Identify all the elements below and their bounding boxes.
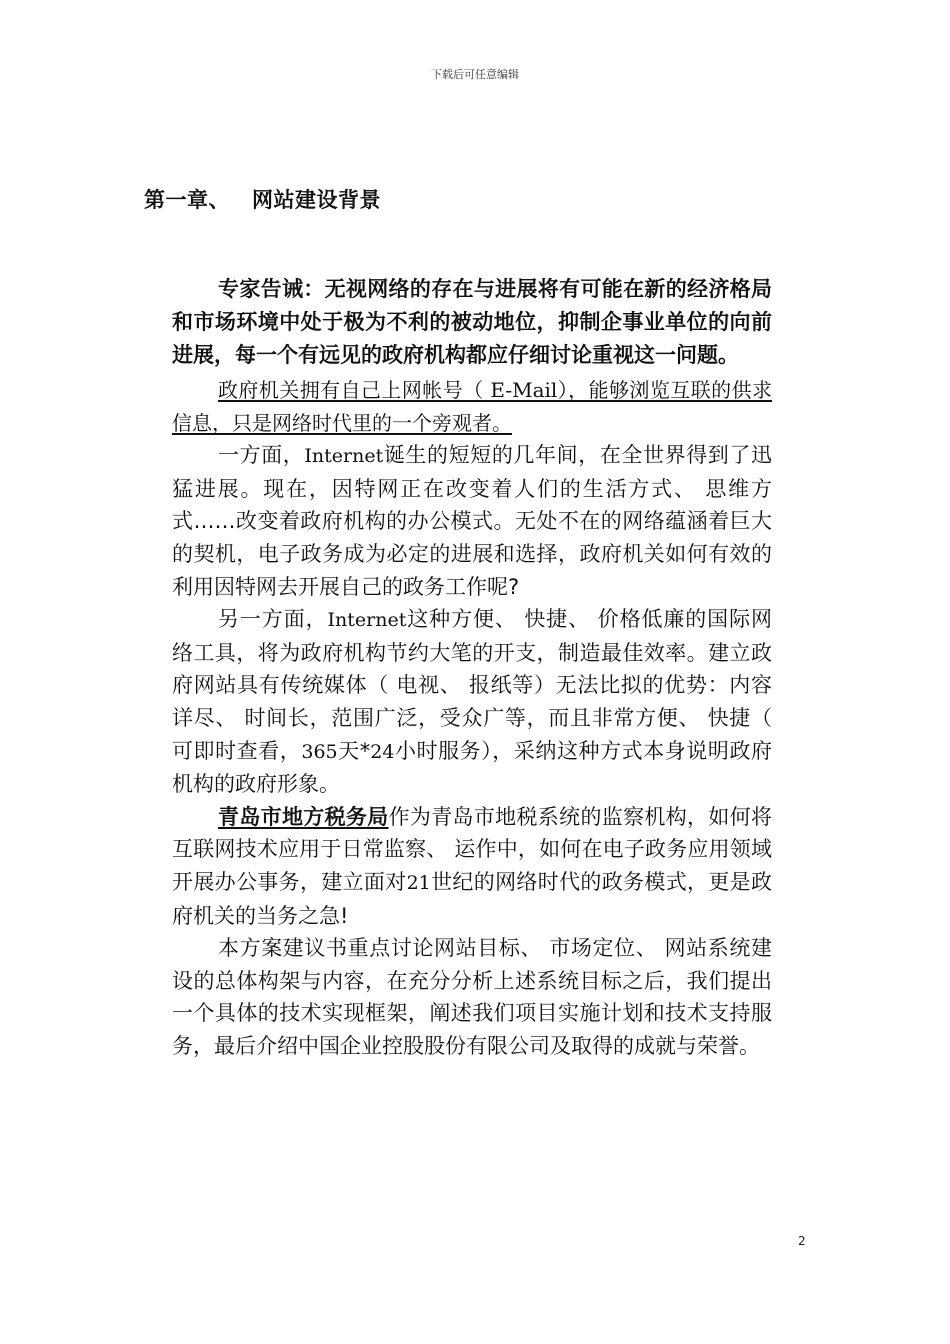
page-number: 2	[798, 1234, 806, 1248]
chapter-title	[144, 184, 381, 214]
paragraph-internet-benefits	[172, 603, 772, 801]
paragraph-expert-warning: 专家告诫：无视网络的存在与进展将有可能在新的经济格局和市场环境中处于极为不利的被动地位，抑制企事业单位的向前进展，每一个有远见的政府机构都应仔细讨论重视这一问题。	[172, 277, 772, 367]
text-segment: 诞生的短短的几年间，在全世界得到了迅猛进展。现在，因特网正在改变着人们的生活方式、 思维方式……改变着政府机构的办公模式。无处不在的网络蕴涵着巨大的契机，电子政务成为必定的进展和选择，政府机关如何有效的利用因特网去开展自己的政务工作呢?	[172, 443, 773, 599]
header-note: 下载后可任意编辑	[431, 68, 519, 81]
chapter-title-text: 网站建设背景	[252, 188, 381, 212]
paragraph-internet-growth	[172, 439, 772, 603]
chapter-number: 第一章、	[144, 188, 230, 212]
text-segment: 作为青岛市地税系统的监察机构，如何将互联网技术应用于日常监察、 运作中，如何在电子政务应用领域开展办公事务，建立面对	[172, 804, 773, 894]
number-365: 365	[301, 740, 338, 763]
paragraph-qingdao-tax	[172, 801, 772, 932]
number-24: 24	[370, 740, 395, 763]
text-segment: 小时服务），采纳这种方式本身说明政府机构的政府形象。	[172, 738, 773, 797]
text-segment: 一方面，	[218, 443, 305, 468]
paragraph-proposal-summary: 本方案建议书重点讨论网站目标、 市场定位、 网站系统建设的总体构架与内容，在充分分析上述系统目标之后，我们提出一个具体的技术实现框架，阐述我们项目实施计划和技术支持服务，最后介绍中国企业控股股份有限公司及取得的成就与荣誉。	[172, 936, 772, 1058]
term-internet: Internet	[327, 609, 407, 632]
term-internet: Internet	[304, 445, 384, 468]
text-segment: 这种方便、 快捷、 价格低廉的国际网络工具，将为政府机构节约大笔的开支，制造最佳效率。建立政府网站具有传统媒体（ 电视、 报纸等）无法比拟的优势：内容详尽、 时间长，范围广泛，受众广等，而且非常方便、 快捷（ 可即时查看，	[172, 607, 772, 763]
document-body	[172, 273, 772, 1062]
paragraph-email-account	[172, 374, 772, 439]
organization-name: 青岛市地方税务局	[218, 804, 389, 829]
underlined-text: 政府机关拥有自己上网帐号（ E-Mail），能够浏览互联的供求信息，只是网络时代里的一个旁观者。	[172, 378, 772, 435]
number-21: 21	[406, 871, 431, 894]
text-segment: 天*	[337, 738, 371, 763]
text-segment: 世纪的网络时代的政务模式，更是政府机关的当务之急!	[172, 869, 773, 928]
text-segment: 另一方面，	[218, 607, 328, 632]
